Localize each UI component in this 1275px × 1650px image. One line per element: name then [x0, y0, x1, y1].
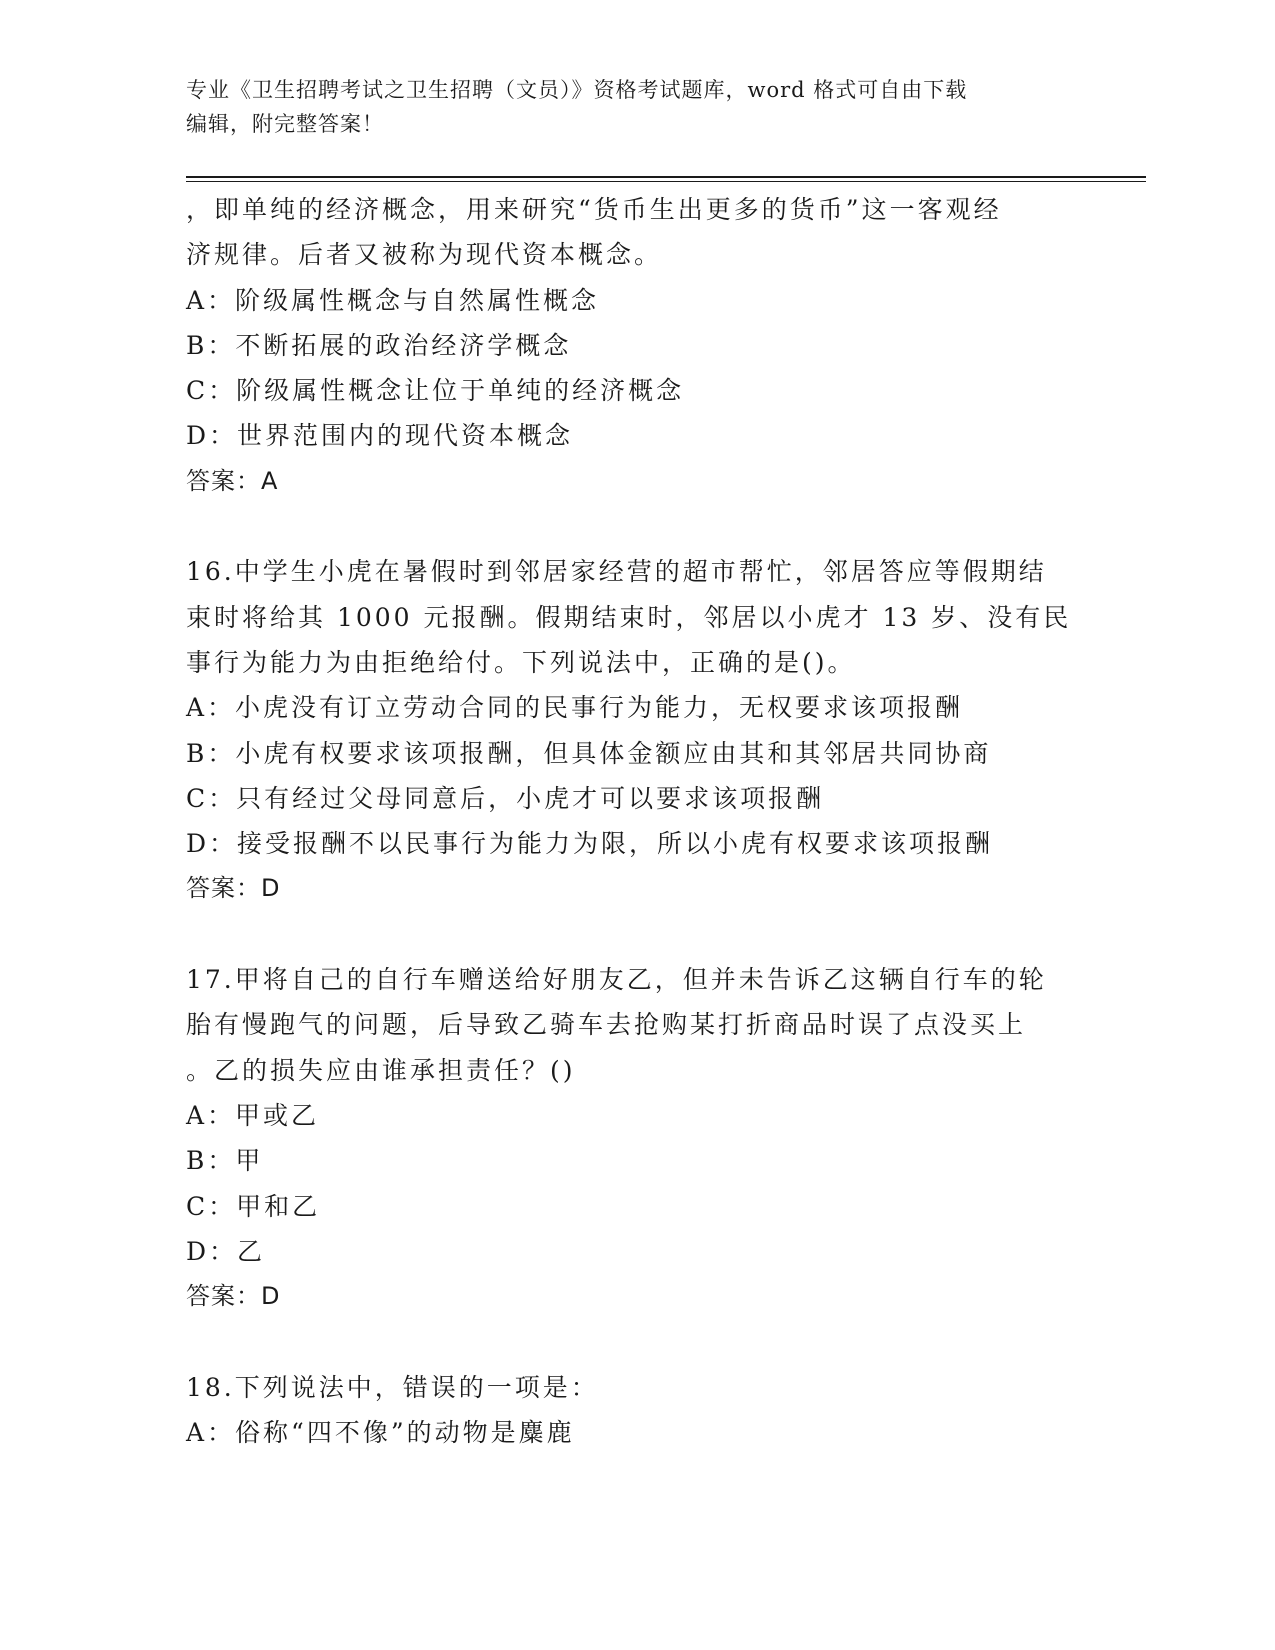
- header-title-line: 专业《卫生招聘考试之卫生招聘（文员）》资格考试题库，word 格式可自由下载: [186, 78, 968, 102]
- option-d: D：接受报酬不以民事行为能力为限，所以小虎有权要求该项报酬: [186, 829, 994, 859]
- question-text: 事行为能力为由拒绝给付。下列说法中，正确的是()。: [186, 647, 856, 677]
- option-a: A：小虎没有订立劳动合同的民事行为能力，无权要求该项报酬: [186, 693, 964, 723]
- header-divider-thin: [186, 181, 1146, 182]
- option-a: A：甲或乙: [186, 1100, 320, 1130]
- question-text: 。乙的损失应由谁承担责任？(): [186, 1055, 576, 1085]
- question-text: 胎有慢跑气的问题，后导致乙骑车去抢购某打折商品时误了点没买上: [186, 1010, 1027, 1040]
- answer-line: 答案：A: [186, 466, 279, 495]
- question-17: [186, 957, 1086, 1319]
- question-text: 17.甲将自己的自行车赠送给好朋友乙，但并未告诉乙这辆自行车的轮: [186, 965, 1047, 995]
- option-b: B：甲: [186, 1146, 264, 1176]
- option-b: B：不断拓展的政治经济学概念: [186, 330, 572, 360]
- option-a: A：俗称“四不像”的动物是麋鹿: [186, 1418, 575, 1448]
- spacer: [186, 912, 1086, 957]
- spacer: [186, 1319, 1086, 1364]
- answer-line: 答案：D: [186, 1282, 281, 1311]
- option-c: C：甲和乙: [186, 1191, 321, 1221]
- question-18: [186, 1365, 1086, 1456]
- question-list: [186, 187, 1086, 1455]
- question-text: ，即单纯的经济概念，用来研究“货币生出更多的货币”这一客观经: [186, 195, 1002, 224]
- question-15: [186, 187, 1086, 504]
- header-divider: [186, 176, 1146, 178]
- option-a: A：阶级属性概念与自然属性概念: [186, 285, 600, 315]
- answer-line: 答案：D: [186, 874, 281, 903]
- document-header: [186, 73, 1086, 141]
- header-title-line-2: 编辑，附完整答案！: [186, 112, 384, 136]
- document-page: [186, 0, 1146, 1650]
- question-text: 16.中学生小虎在暑假时到邻居家经营的超市帮忙，邻居答应等假期结: [186, 557, 1047, 587]
- spacer: [186, 504, 1086, 549]
- question-16: [186, 549, 1086, 911]
- option-c: C：只有经过父母同意后，小虎才可以要求该项报酬: [186, 783, 825, 813]
- option-b: B：小虎有权要求该项报酬，但具体金额应由其和其邻居共同协商: [186, 738, 992, 768]
- option-d: D：世界范围内的现代资本概念: [186, 421, 574, 451]
- question-text: 济规律。后者又被称为现代资本概念。: [186, 240, 663, 270]
- question-text: 束时将给其 1000 元报酬。假期结束时，邻居以小虎才 13 岁、没有民: [186, 602, 1072, 632]
- option-d: D：乙: [186, 1236, 266, 1266]
- option-c: C：阶级属性概念让位于单纯的经济概念: [186, 376, 685, 406]
- question-text: 18.下列说法中，错误的一项是：: [186, 1372, 599, 1402]
